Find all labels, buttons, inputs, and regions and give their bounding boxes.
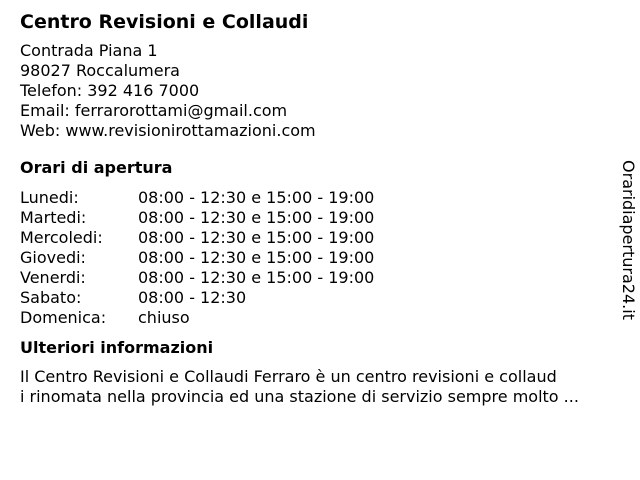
- day-label: Venerdi:: [20, 268, 86, 287]
- time-value: 08:00 - 12:30 e 15:00 - 19:00: [138, 208, 375, 227]
- hours-row-wednesday: [20, 228, 620, 248]
- site-watermark: Oraridiapertura24.it: [619, 160, 638, 320]
- business-card: [20, 10, 620, 407]
- email-address[interactable]: Email: ferrarorottami@gmail.com: [20, 101, 288, 120]
- day-label: Giovedi:: [20, 248, 86, 267]
- opening-hours-table: [20, 188, 620, 328]
- time-value: 08:00 - 12:30: [138, 288, 247, 307]
- day-label: Domenica:: [20, 308, 107, 327]
- opening-hours-heading: Orari di apertura: [20, 158, 173, 177]
- description-line-2: i rinomata nella provincia ed una stazione di servizio sempre molto ...: [20, 387, 579, 406]
- day-label: Lunedi:: [20, 188, 79, 207]
- time-value: chiuso: [138, 308, 190, 327]
- address-city: 98027 Roccalumera: [20, 61, 180, 80]
- time-value: 08:00 - 12:30 e 15:00 - 19:00: [138, 268, 375, 287]
- hours-row-monday: [20, 188, 620, 208]
- time-value: 08:00 - 12:30 e 15:00 - 19:00: [138, 228, 375, 247]
- hours-row-friday: [20, 268, 620, 288]
- website-link[interactable]: Web: www.revisionirottamazioni.com: [20, 121, 316, 140]
- time-value: 08:00 - 12:30 e 15:00 - 19:00: [138, 248, 375, 267]
- day-label: Martedi:: [20, 208, 87, 227]
- description-line-1: Il Centro Revisioni e Collaudi Ferraro è un centro revisioni e collaud: [20, 367, 557, 386]
- hours-row-tuesday: [20, 208, 620, 228]
- business-name: Centro Revisioni e Collaudi: [20, 11, 309, 33]
- day-label: Mercoledi:: [20, 228, 103, 247]
- phone-number[interactable]: Telefon: 392 416 7000: [20, 81, 200, 100]
- hours-row-sunday: [20, 308, 620, 328]
- hours-row-saturday: [20, 288, 620, 308]
- more-info-heading: Ulteriori informazioni: [20, 338, 214, 357]
- day-label: Sabato:: [20, 288, 82, 307]
- hours-row-thursday: [20, 248, 620, 268]
- time-value: 08:00 - 12:30 e 15:00 - 19:00: [138, 188, 375, 207]
- address-street: Contrada Piana 1: [20, 41, 158, 60]
